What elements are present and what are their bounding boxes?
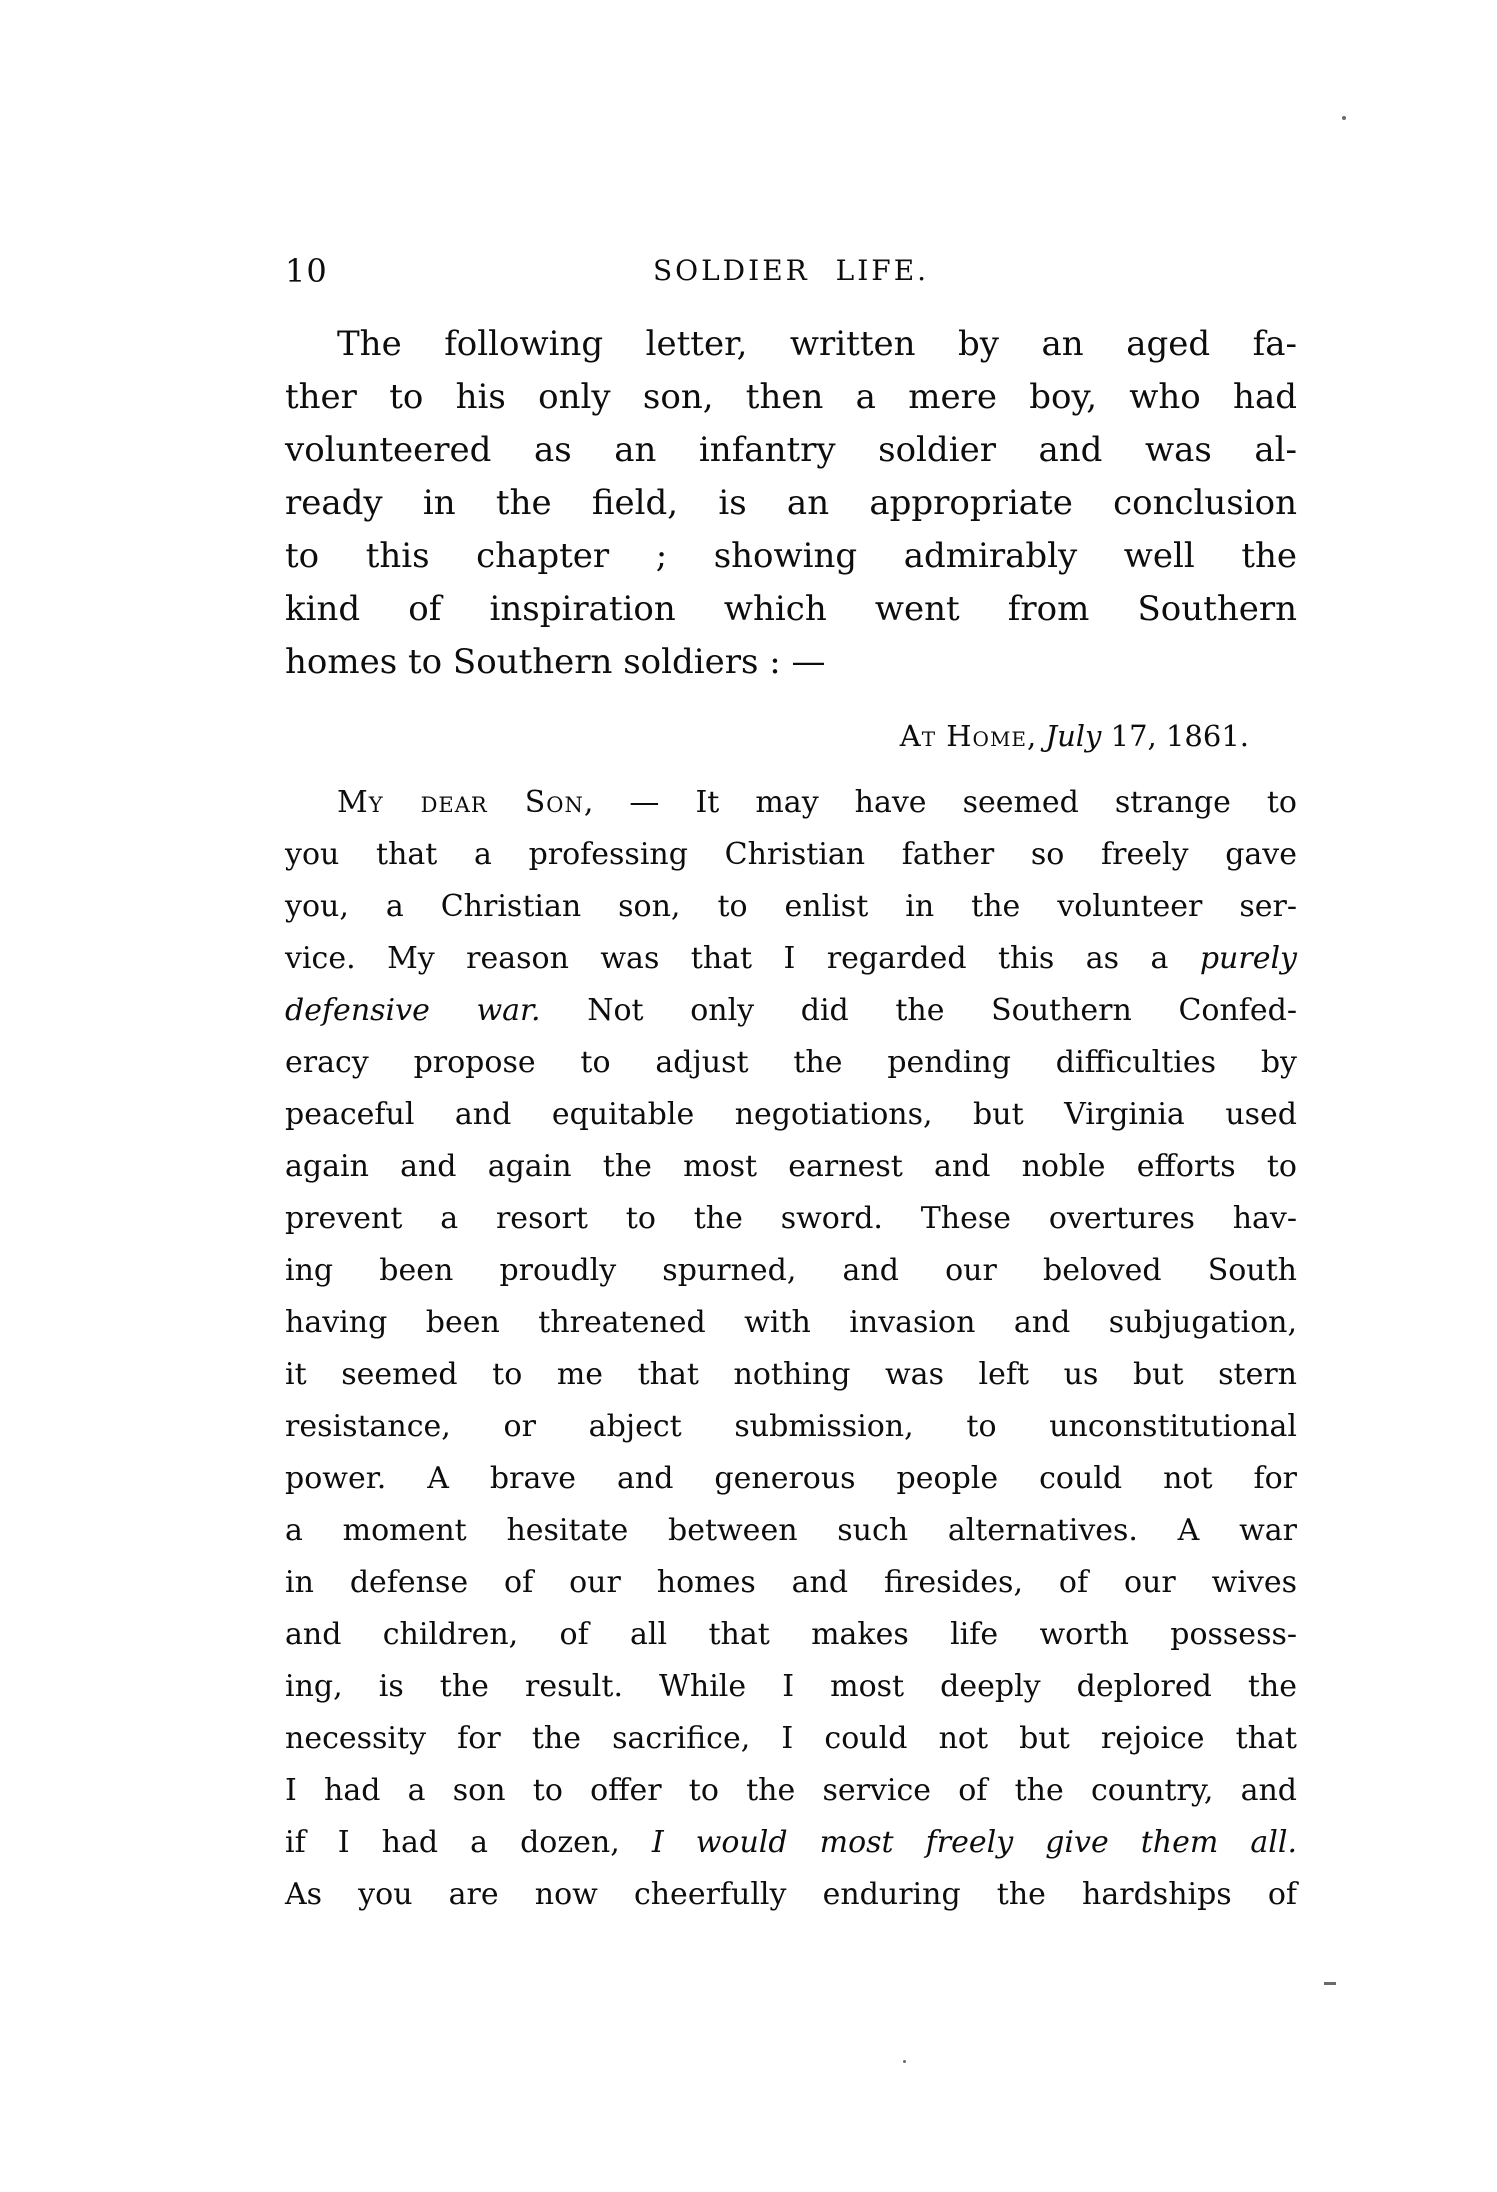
page-number: 10 <box>285 252 328 290</box>
text-line: you, a Christian son, to enlist in the volunteer ser- <box>285 889 1297 924</box>
text-line: kind of inspiration which went from Southern <box>285 589 1297 629</box>
text-line: power. A brave and generous people could not for <box>285 1461 1297 1496</box>
text-block <box>285 250 1297 1921</box>
italic-text: July <box>1045 719 1102 753</box>
text-line: As you are now cheerfully enduring the hardships of <box>285 1877 1297 1912</box>
text-line: to this chapter ; showing admirably well the <box>285 536 1297 576</box>
text-line: vice. My reason was that I regarded this as a purely <box>285 941 1297 976</box>
text-line: resistance, or abject submission, to unconstitutional <box>285 1409 1297 1444</box>
text-line: you that a professing Christian father so freely gave <box>285 837 1297 872</box>
smallcaps-text: At Home <box>899 719 1028 753</box>
text-line: ther to his only son, then a mere boy, who had <box>285 377 1297 417</box>
text-line: a moment hesitate between such alternatives. A war <box>285 1513 1297 1548</box>
text-segment: 17, 1861. <box>1101 719 1249 753</box>
italic-text: purely <box>1199 941 1297 976</box>
text-line: having been threatened with invasion and subjugation, <box>285 1305 1297 1340</box>
text-line: eracy propose to adjust the pending difficulties by <box>285 1045 1297 1080</box>
running-title: SOLDIER LIFE. <box>652 254 930 287</box>
text-segment: , — It may have seemed strange to <box>583 785 1297 820</box>
scan-speck-bottom-dot <box>903 2060 906 2063</box>
italic-text: defensive war. <box>285 993 541 1028</box>
letter-dateline <box>285 719 1297 753</box>
scan-speck-right-dash <box>1324 1982 1336 1985</box>
text-line: prevent a resort to the sword. These overtures hav- <box>285 1201 1297 1236</box>
scan-speck-top-right <box>1342 116 1346 120</box>
intro-paragraph <box>285 318 1297 689</box>
text-line <box>285 719 1249 753</box>
text-line: again and again the most earnest and noble efforts to <box>285 1149 1297 1184</box>
text-line: ing been proudly spurned, and our beloved South <box>285 1253 1297 1288</box>
text-segment: Not only did the Southern Confed- <box>540 993 1297 1028</box>
text-line: peaceful and equitable negotiations, but Virginia used <box>285 1097 1297 1132</box>
text-line: if I had a dozen, I would most freely give them all. <box>285 1825 1297 1860</box>
smallcaps-text: My dear Son <box>337 785 584 820</box>
letter-body <box>285 777 1297 1921</box>
text-line: it seemed to me that nothing was left us but stern <box>285 1357 1297 1392</box>
text-line: I had a son to offer to the service of the country, and <box>285 1773 1297 1808</box>
text-segment: , <box>1027 719 1046 753</box>
text-line <box>285 985 1297 1037</box>
text-line: ing, is the result. While I most deeply deplored the <box>285 1669 1297 1704</box>
text-line: and children, of all that makes life worth possess- <box>285 1617 1297 1652</box>
text-line: The following letter, written by an aged fa- <box>337 324 1297 364</box>
italic-text: I would most freely give them all. <box>651 1825 1297 1860</box>
text-line: volunteered as an infantry soldier and was al- <box>285 430 1297 470</box>
text-line <box>285 777 1297 829</box>
text-line: ready in the field, is an appropriate conclusion <box>285 483 1297 523</box>
page-header <box>285 250 1297 290</box>
text-line: in defense of our homes and firesides, of our wives <box>285 1565 1297 1600</box>
text-line: homes to Southern soldiers : — <box>285 642 826 682</box>
text-line: necessity for the sacrifice, I could not but rejoice that <box>285 1721 1297 1756</box>
